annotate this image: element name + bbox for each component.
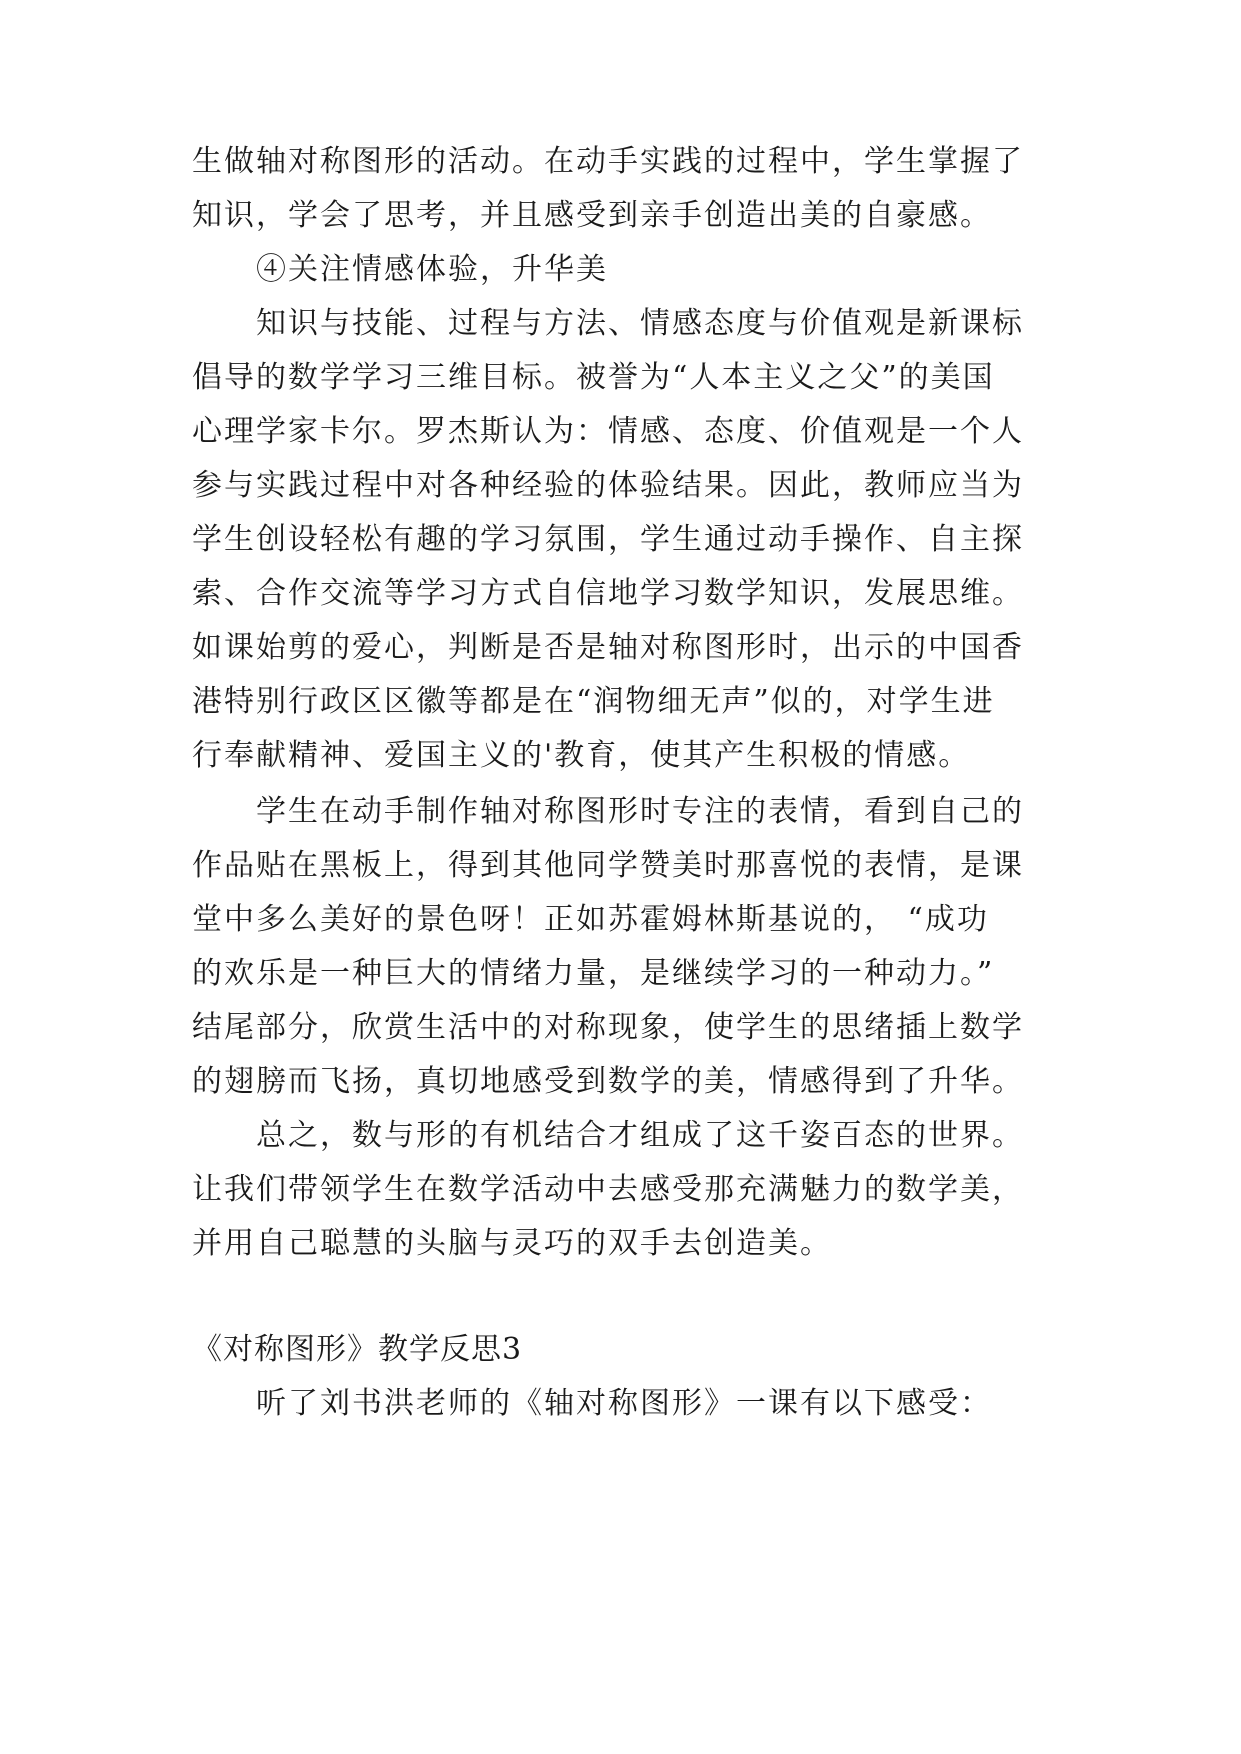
paragraph-line: 如课始剪的爱心，判断是否是轴对称图形时，出示的中国香 (192, 630, 1024, 665)
paragraph-line: 结尾部分，欣赏生活中的对称现象，使学生的思绪插上数学 (192, 1010, 1024, 1045)
paragraph-line: 学生在动手制作轴对称图形时专注的表情，看到自己的 (256, 794, 1024, 829)
paragraph-line: 堂中多么美好的景色呀！正如苏霍姆林斯基说的， “成功 (192, 902, 989, 937)
paragraph-line: 听了刘书洪老师的《轴对称图形》一课有以下感受： (256, 1386, 992, 1421)
paragraph-line: 知识，学会了思考，并且感受到亲手创造出美的自豪感。 (192, 198, 992, 233)
paragraph-line: 倡导的数学学习三维目标。被誉为“人本主义之父”的美国 (192, 360, 995, 395)
paragraph-line: 知识与技能、过程与方法、情感态度与价值观是新课标 (256, 306, 1024, 341)
section-title: 《对称图形》教学反思3 (192, 1332, 523, 1367)
paragraph-line: 学生创设轻松有趣的学习氛围，学生通过动手操作、自主探 (192, 522, 1024, 557)
paragraph-line: 心理学家卡尔。罗杰斯认为：情感、态度、价值观是一个人 (192, 414, 1024, 449)
paragraph-line: 索、合作交流等学习方式自信地学习数学知识，发展思维。 (192, 576, 1024, 611)
paragraph-line: 的翅膀而飞扬，真切地感受到数学的美，情感得到了升华。 (192, 1064, 1024, 1099)
paragraph-line: 港特别行政区区徽等都是在“润物细无声”似的，对学生进 (192, 684, 995, 719)
paragraph-line: 作品贴在黑板上，得到其他同学赞美时那喜悦的表情，是课 (192, 848, 1024, 883)
section-subheading: ④关注情感体验，升华美 (256, 252, 608, 287)
paragraph-line: 行奉献精神、爱国主义的'教育，使其产生积极的情感。 (192, 738, 971, 773)
paragraph-line: 生做轴对称图形的活动。在动手实践的过程中，学生掌握了 (192, 144, 1024, 179)
paragraph-line: 的欢乐是一种巨大的情绪力量，是继续学习的一种动力。” (192, 956, 995, 991)
paragraph-line: 并用自己聪慧的头脑与灵巧的双手去创造美。 (192, 1226, 832, 1261)
paragraph-line: 让我们带领学生在数学活动中去感受那充满魅力的数学美， (192, 1172, 1024, 1207)
paragraph-line: 总之，数与形的有机结合才组成了这千姿百态的世界。 (256, 1118, 1024, 1153)
paragraph-line: 参与实践过程中对各种经验的体验结果。因此，教师应当为 (192, 468, 1024, 503)
